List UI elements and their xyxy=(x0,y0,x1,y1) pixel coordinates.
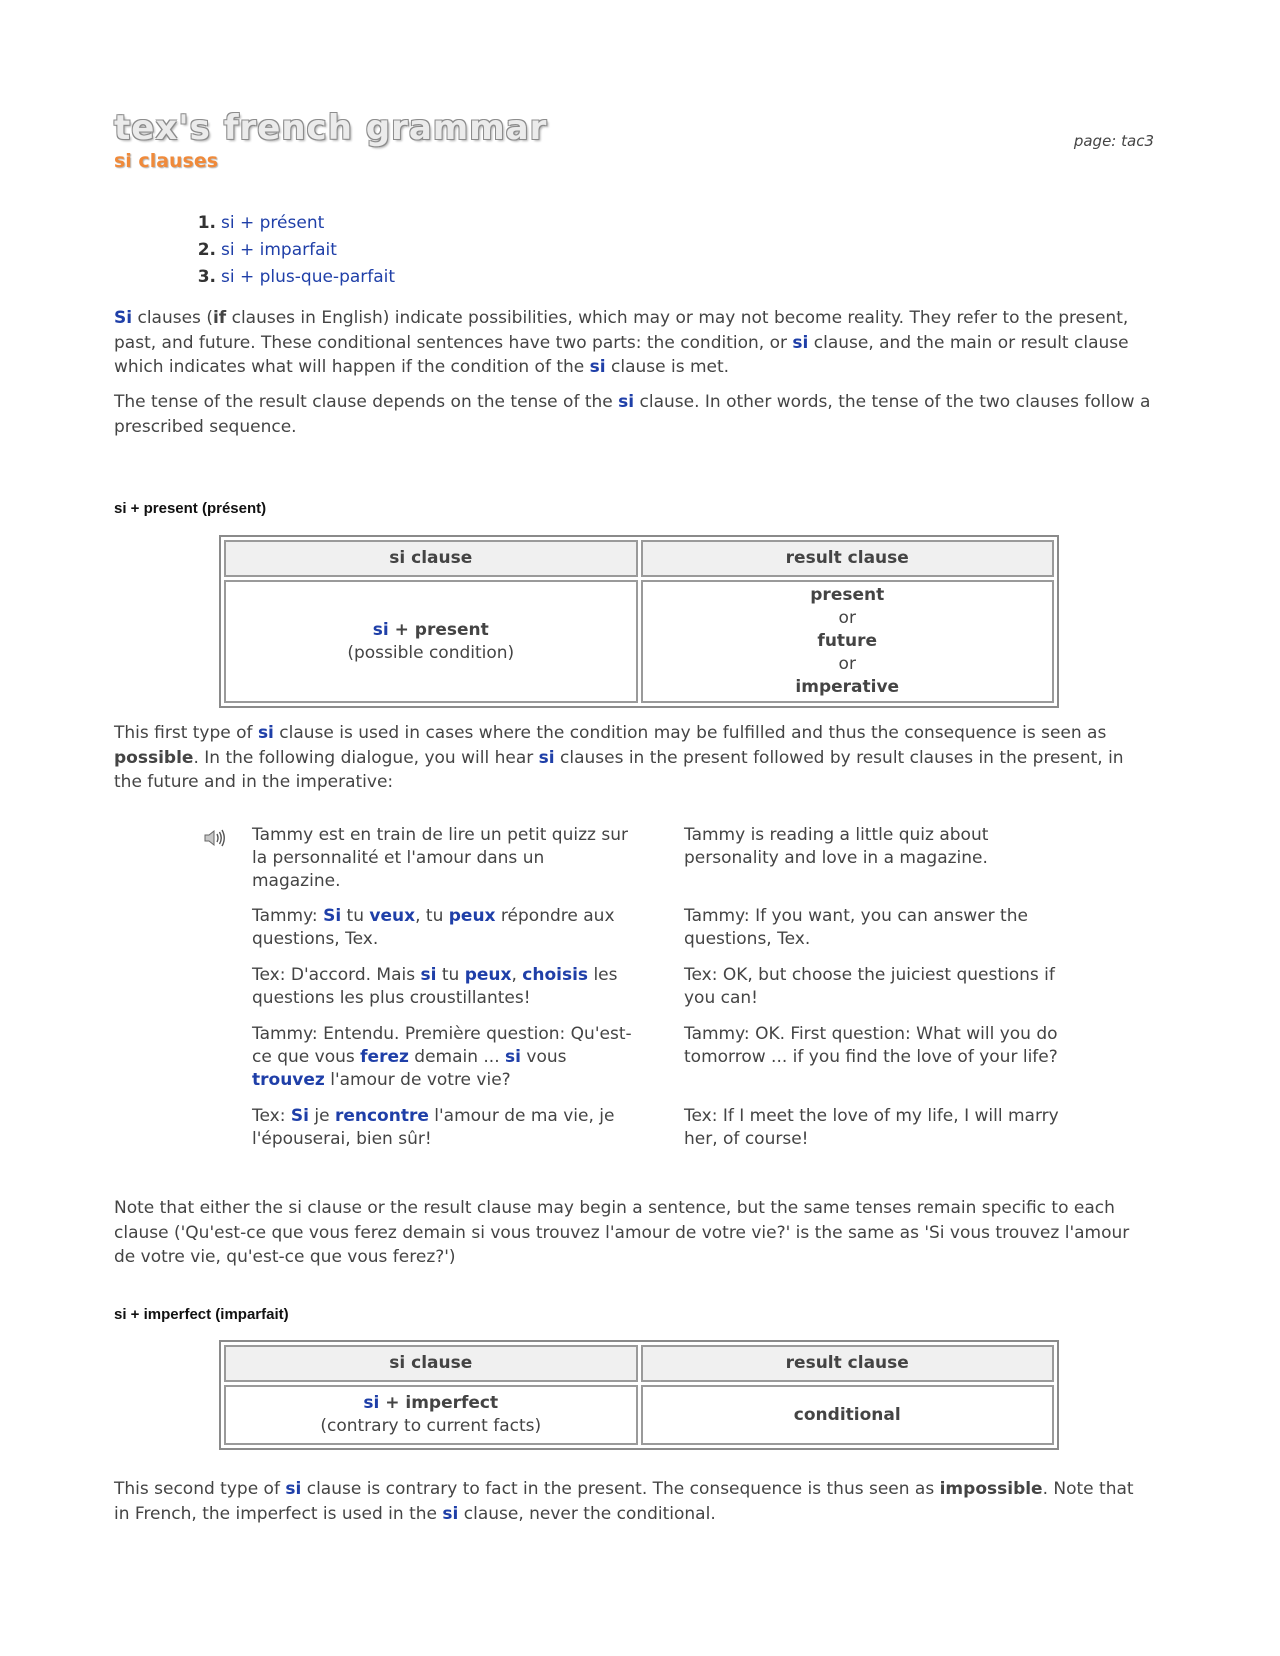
si-term: si xyxy=(257,723,274,743)
present-explanation xyxy=(114,721,1154,795)
tense-label: + imperfect xyxy=(379,1393,499,1413)
french-line: Tammy est en train de lire un petit quizz sur la personnalité et l'amour dans un magazine. xyxy=(252,825,628,891)
si-clause-cell xyxy=(224,1385,638,1445)
verb-term: veux xyxy=(369,906,416,926)
text: This first type of xyxy=(114,723,258,743)
or-text: or xyxy=(838,608,856,628)
si-term: Si xyxy=(290,1106,309,1126)
text: clauses in English) indicate possibilities, which may or may not become reality. They refer to the present, past, and future. These conditional sentences have two parts: the condition, or xyxy=(114,308,1129,353)
condition-note: (possible condition) xyxy=(347,642,515,663)
english-line: Tex: OK, but choose the juiciest questions if you can! xyxy=(684,965,1055,1008)
toc-number: 2. xyxy=(197,240,216,260)
french-line xyxy=(252,1105,632,1151)
si-term: Si xyxy=(114,308,133,328)
text: This second type of xyxy=(114,1479,286,1499)
english-line: Tammy: OK. First question: What will you do tomorrow ... if you find the love of your life? xyxy=(684,1024,1058,1067)
text: les questions les plus croustillantes! xyxy=(252,965,618,1008)
verb-term: choisis xyxy=(522,965,589,985)
text: , xyxy=(511,965,523,985)
text: demain ... xyxy=(408,1047,506,1067)
table-of-contents xyxy=(194,210,395,291)
emphasis: impossible xyxy=(939,1479,1043,1499)
text: clause is met. xyxy=(605,357,730,377)
text: , tu xyxy=(415,906,449,926)
text: Tammy: Entendu. Première question: Qu'est-ce que vous xyxy=(252,1024,632,1067)
text: je xyxy=(308,1106,335,1126)
tense-label: imperative xyxy=(795,677,900,697)
result-clause-cell xyxy=(641,580,1055,703)
text: clauses ( xyxy=(132,308,213,328)
result-clause-cell xyxy=(641,1385,1055,1445)
text: clause, and the main or result clause which indicates what will happen if the condition of the xyxy=(114,332,1129,377)
tense-label: conditional xyxy=(793,1404,901,1425)
si-term: si xyxy=(618,392,635,412)
si-term: si xyxy=(285,1479,302,1499)
text: . Note that in French, the imperfect is used in the xyxy=(114,1479,1134,1524)
section-heading-imperfect: si + imperfect (imparfait) xyxy=(114,1306,289,1323)
text: l'amour de ma vie, je l'épouserai, bien sûr! xyxy=(252,1106,615,1149)
si-term: si xyxy=(589,357,606,377)
if-term: if xyxy=(212,308,227,328)
intro-paragraph-2 xyxy=(114,390,1154,439)
tense-label: + present xyxy=(388,619,489,640)
text: vous xyxy=(520,1047,567,1067)
text: clause. In other words, the tense of the two clauses follow a prescribed sequence. xyxy=(114,392,1151,437)
verb-term: rencontre xyxy=(334,1106,429,1126)
tense-label: future xyxy=(817,631,878,651)
text: The tense of the result clause depends on the tense of the xyxy=(114,392,619,412)
verb-term: peux xyxy=(464,965,512,985)
text: clause is used in cases where the condition may be fulfilled and thus the consequence is seen as xyxy=(273,723,1107,743)
toc-link-imparfait[interactable]: si + imparfait xyxy=(221,240,337,260)
text: l'amour de votre vie? xyxy=(324,1070,511,1090)
text: répondre aux questions, Tex. xyxy=(252,906,615,949)
toc-number: 3. xyxy=(197,267,216,287)
note-text: Note that either the si clause or the result clause may begin a sentence, but the same tenses remain specific to each clause ('Qu'est-ce que vous ferez demain si vous trouvez l'amour de votre vie?' is the same as 'Si vous trouvez l'amour de votre vie, qu'est-ce que vous ferez?') xyxy=(114,1198,1130,1267)
french-line xyxy=(252,964,632,1010)
tense-label: present xyxy=(810,585,885,605)
english-line: Tammy is reading a little quiz about personality and love in a magazine. xyxy=(684,825,989,868)
or-text: or xyxy=(838,654,856,674)
toc-item xyxy=(194,237,395,264)
emphasis: possible xyxy=(114,747,194,768)
si-term: si xyxy=(363,1393,380,1413)
si-term: si xyxy=(420,965,437,985)
text: tu xyxy=(436,965,465,985)
french-line xyxy=(252,1023,632,1092)
toc-link-present[interactable]: si + présent xyxy=(221,213,325,233)
toc-item xyxy=(194,264,395,291)
english-line: Tex: If I meet the love of my life, I will marry her, of course! xyxy=(684,1106,1059,1149)
text: Tammy: xyxy=(252,906,324,926)
site-logo-title[interactable]: tex's french grammar xyxy=(114,108,548,148)
imperfect-explanation xyxy=(114,1477,1154,1526)
si-term: si xyxy=(505,1047,521,1067)
si-term: si xyxy=(372,619,389,640)
text: clauses in the present followed by result clauses in the present, in the future and in the imperative: xyxy=(114,747,1124,792)
speaker-icon[interactable] xyxy=(204,828,226,848)
si-term: si xyxy=(442,1503,459,1524)
verb-term: trouvez xyxy=(252,1070,325,1090)
condition-note: (contrary to current facts) xyxy=(320,1416,542,1436)
page-header xyxy=(114,108,1154,178)
si-term: si xyxy=(792,332,809,353)
english-line: Tammy: If you want, you can answer the questions, Tex. xyxy=(684,906,1028,949)
text: clause is contrary to fact in the present. The consequence is thus seen as xyxy=(301,1479,940,1499)
text: tu xyxy=(341,906,370,926)
text: . In the following dialogue, you will hear xyxy=(193,747,539,768)
verb-term: peux xyxy=(448,906,496,926)
page-subtitle: si clauses xyxy=(114,150,219,172)
toc-item xyxy=(194,210,395,237)
section-heading-present: si + present (présent) xyxy=(114,500,267,517)
column-header-si-clause: si clause xyxy=(224,540,638,577)
column-header-result-clause: result clause xyxy=(641,1345,1055,1382)
si-clause-cell xyxy=(224,580,638,703)
text: Tex: xyxy=(252,1106,291,1126)
intro-paragraph-1 xyxy=(114,306,1154,380)
page-id: page: tac3 xyxy=(1073,132,1154,150)
toc-link-plus-que-parfait[interactable]: si + plus-que-parfait xyxy=(221,267,396,287)
present-tense-table xyxy=(219,535,1059,708)
column-header-result-clause: result clause xyxy=(641,540,1055,577)
column-header-si-clause: si clause xyxy=(224,1345,638,1382)
verb-term: ferez xyxy=(360,1047,409,1067)
imperfect-tense-table xyxy=(219,1340,1059,1450)
text: Tex: D'accord. Mais xyxy=(252,965,421,985)
toc-number: 1. xyxy=(197,213,216,233)
french-line xyxy=(252,905,632,951)
si-term: si xyxy=(538,747,555,768)
si-term: Si xyxy=(323,906,342,926)
text: clause, never the conditional. xyxy=(458,1503,716,1524)
word-order-note xyxy=(114,1196,1154,1270)
